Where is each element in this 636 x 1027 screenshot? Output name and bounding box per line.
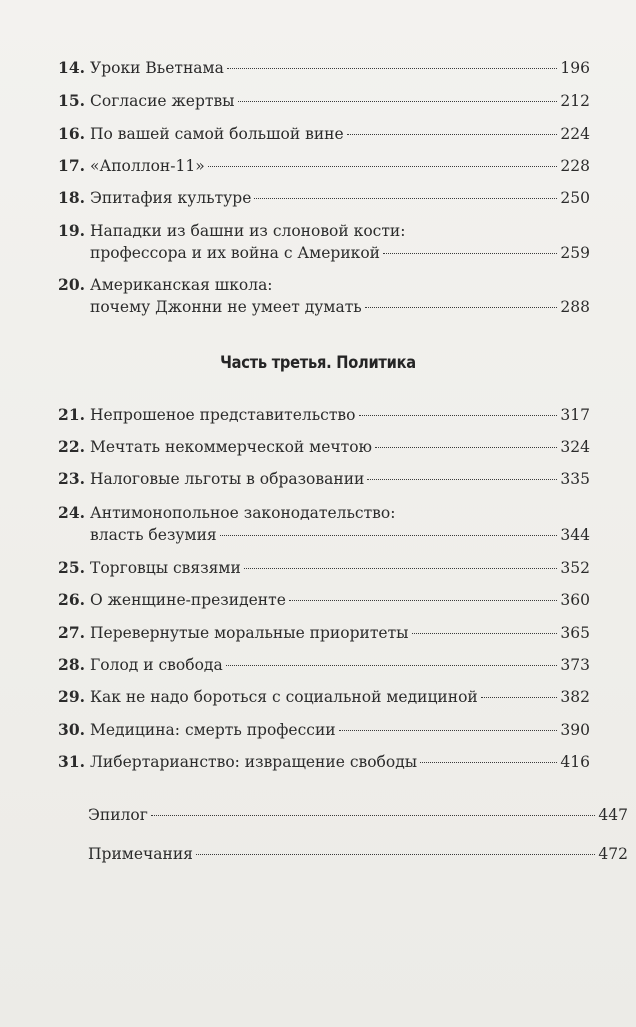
entry-page: 324 — [560, 438, 590, 456]
entry-number: 22. — [58, 437, 85, 456]
entry-title-line1: Американская школа: — [90, 276, 273, 294]
entry-page: 212 — [560, 92, 590, 110]
toc-entry-21[interactable] — [50, 404, 590, 426]
toc-entry-23[interactable] — [50, 468, 590, 490]
entry-page: 373 — [560, 656, 590, 674]
entry-number: 17. — [58, 156, 85, 175]
part3-heading: Часть третья. Политика — [220, 353, 416, 373]
toc-entry-18[interactable] — [50, 187, 590, 209]
entry-page: 228 — [560, 157, 590, 175]
entry-number: 15. — [58, 91, 85, 110]
dot-leader — [226, 665, 558, 666]
dot-leader — [254, 198, 557, 199]
entry-number: 31. — [58, 752, 85, 771]
toc-entry-29[interactable] — [50, 686, 590, 708]
entry-title: Эпитафия культуре — [90, 189, 252, 207]
dot-leader — [365, 307, 558, 308]
toc-entry-14[interactable] — [50, 57, 590, 79]
dot-leader — [227, 68, 558, 69]
entry-page: 382 — [560, 688, 590, 706]
entry-title: Голод и свобода — [90, 656, 223, 674]
entry-title: Согласие жертвы — [90, 92, 235, 110]
entry-number: 28. — [58, 655, 85, 674]
entry-title: Уроки Вьетнама — [90, 59, 224, 77]
toc-entry-22[interactable] — [50, 436, 590, 458]
dot-leader — [367, 479, 557, 480]
entry-page: 250 — [560, 189, 590, 207]
entry-title: «Аполлон-11» — [90, 157, 205, 175]
entry-title: Торговцы связями — [90, 559, 241, 577]
entry-title: Перевернутые моральные приоритеты — [90, 624, 409, 642]
dot-leader — [220, 535, 558, 536]
toc-entry-27[interactable] — [50, 622, 590, 644]
entry-title: Мечтать некоммерческой мечтою — [90, 438, 373, 456]
entry-title: Непрошеное представительство — [90, 406, 356, 424]
toc-entry-31[interactable] — [50, 751, 590, 773]
entry-number: 30. — [58, 720, 85, 739]
entry-page: 317 — [560, 406, 590, 424]
toc-entry-17[interactable] — [50, 155, 590, 177]
entry-number: 27. — [58, 623, 85, 642]
entry-title-line1: Нападки из башни из слоновой кости: — [90, 222, 406, 240]
dot-leader — [208, 166, 558, 167]
entry-page: 365 — [560, 624, 590, 642]
entry-title: власть безумия — [90, 526, 217, 544]
entry-page: 344 — [560, 526, 590, 544]
dot-leader — [481, 697, 558, 698]
entry-title: Налоговые льготы в образовании — [90, 470, 365, 488]
entry-number: 23. — [58, 469, 85, 488]
entry-number: 18. — [58, 188, 85, 207]
dot-leader — [383, 253, 557, 254]
entry-page: 224 — [560, 125, 590, 143]
toc-entry-notes[interactable] — [50, 843, 628, 865]
entry-title: Примечания — [88, 845, 193, 863]
entry-title: Эпилог — [88, 806, 148, 824]
toc-entry-25[interactable] — [50, 557, 590, 579]
entry-page: 196 — [560, 59, 590, 77]
entry-title: Либертарианство: извращение свободы — [90, 753, 418, 771]
toc-entry-15[interactable] — [50, 90, 590, 112]
entry-page: 288 — [560, 298, 590, 316]
dot-leader — [347, 134, 558, 135]
dot-leader — [196, 854, 595, 855]
dot-leader — [412, 633, 558, 634]
entry-title: почему Джонни не умеет думать — [90, 298, 362, 316]
entry-title: профессора и их война с Америкой — [90, 244, 380, 262]
entry-number: 16. — [58, 124, 85, 143]
dot-leader — [289, 600, 558, 601]
toc-entry-30[interactable] — [50, 719, 590, 741]
toc-entry-26[interactable] — [50, 589, 590, 611]
entry-number: 29. — [58, 687, 85, 706]
entry-title-line1: Антимонопольное законодательство: — [90, 504, 396, 522]
entry-page: 335 — [560, 470, 590, 488]
entry-page: 416 — [560, 753, 590, 771]
entry-page: 259 — [560, 244, 590, 262]
entry-number: 25. — [58, 558, 85, 577]
entry-title: О женщине-президенте — [90, 591, 286, 609]
toc-entry-20[interactable] — [50, 274, 590, 318]
toc-entry-16[interactable] — [50, 123, 590, 145]
entry-page: 360 — [560, 591, 590, 609]
entry-page: 472 — [598, 845, 628, 863]
entry-page: 447 — [598, 806, 628, 824]
dot-leader — [339, 730, 558, 731]
toc-entry-28[interactable] — [50, 654, 590, 676]
entry-title: Медицина: смерть профессии — [90, 721, 336, 739]
toc-entry-19[interactable] — [50, 220, 590, 264]
dot-leader — [359, 415, 558, 416]
entry-number: 20. — [58, 275, 85, 294]
entry-page: 352 — [560, 559, 590, 577]
dot-leader — [375, 447, 557, 448]
entry-number: 26. — [58, 590, 85, 609]
entry-number: 19. — [58, 221, 85, 240]
entry-number: 14. — [58, 58, 85, 77]
entry-number: 21. — [58, 405, 85, 424]
dot-leader — [420, 762, 557, 763]
entry-page: 390 — [560, 721, 590, 739]
dot-leader — [238, 101, 558, 102]
toc-entry-24[interactable] — [50, 502, 590, 546]
entry-number: 24. — [58, 503, 85, 522]
entry-title: По вашей самой большой вине — [90, 125, 344, 143]
toc-entry-epilogue[interactable] — [50, 804, 628, 826]
dot-leader — [151, 815, 596, 816]
dot-leader — [244, 568, 558, 569]
entry-title: Как не надо бороться с социальной медициной — [90, 688, 478, 706]
